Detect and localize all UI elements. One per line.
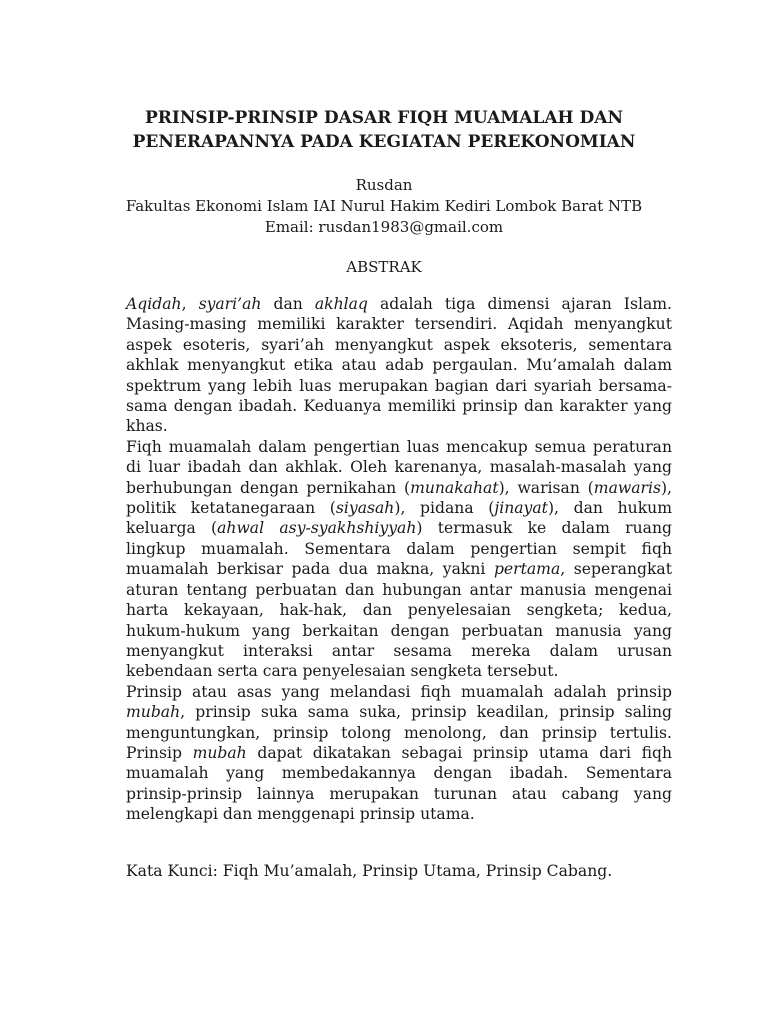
title-line-1: PRINSIP-PRINSIP DASAR FIQH MUAMALAH DAN bbox=[144, 108, 624, 128]
term-mawaris: mawaris bbox=[593, 478, 661, 497]
abstract-body bbox=[126, 294, 672, 825]
text-run: ), pidana ( bbox=[394, 499, 495, 518]
term-mubah: mubah bbox=[126, 703, 181, 722]
text-run: ) termasuk ke dalam ruang lingkup muamalah. Sementara dalam pengertian sempit fiqh muamalah berkisar pada dua makna, yakni bbox=[126, 519, 673, 579]
text-run: dan bbox=[261, 295, 315, 313]
text-run: , prinsip suka sama suka, prinsip keadilan, prinsip saling menguntungkan, prinsip tolong menolong, dan prinsip tertulis. Prinsip bbox=[126, 703, 672, 762]
term-ahwal: ahwal asy-syakhshiyyah bbox=[217, 519, 417, 538]
term-munakahat: munakahat bbox=[410, 478, 499, 497]
paper-title bbox=[40, 106, 728, 154]
author-affiliation: Fakultas Ekonomi Islam IAI Nurul Hakim Kediri Lombok Barat NTB bbox=[125, 197, 643, 215]
author-email: Email: rusdan1983@gmail.com bbox=[264, 218, 504, 236]
text-run: Fiqh muamalah dalam pengertian luas mencakup semua peraturan di luar ibadah dan akhlak. Oleh karenanya, masalah-masalah yang berhubungan dengan pernikahan ( bbox=[126, 437, 672, 497]
term-akhlaq: akhlaq bbox=[314, 295, 368, 313]
text-run: adalah tiga dimensi ajaran Islam. Masing-masing memiliki karakter tersendiri. Aqidah menyangkut aspek esoteris, syari’ah menyangkut aspek eksoteris, sementara akhlak menyangkut etika atau adab pergaulan. Mu’amalah dalam spektrum yang lebih luas merupakan bagian dari syariah bersama-sama dengan ibadah. Keduanya memiliki prinsip dan karakter yang khas. bbox=[126, 295, 672, 436]
text-run: , seperangkat aturan tentang perbuatan dan hubungan antar manusia mengenai harta kekayaan, hak-hak, dan penyelesaian sengketa; kedua, hukum-hukum yang berkaitan dengan perbuatan manusia yang menyangkut interaksi antar sesama mereka dalam urusan kebendaan serta cara penyelesaian sengketa tersebut. bbox=[126, 560, 672, 681]
text-run: ), warisan ( bbox=[498, 478, 594, 497]
term-siyasah: siyasah bbox=[335, 499, 395, 518]
abstract-heading: ABSTRAK bbox=[346, 258, 422, 276]
abstract-paragraph-2 bbox=[126, 437, 672, 682]
text-run: , bbox=[181, 295, 199, 313]
abstract-paragraph-1 bbox=[126, 294, 672, 437]
text-run: ), politik ketatanegaraan ( bbox=[126, 478, 673, 518]
term-aqidah: Aqidah bbox=[126, 295, 182, 313]
term-syariah: syari’ah bbox=[198, 295, 262, 313]
author-block bbox=[40, 175, 728, 238]
term-pertama: pertama bbox=[493, 560, 561, 579]
text-run: Prinsip atau asas yang melandasi fiqh muamalah adalah prinsip bbox=[126, 682, 672, 701]
author-name: Rusdan bbox=[355, 176, 413, 194]
keywords: Kata Kunci: Fiqh Mu’amalah, Prinsip Utama, Prinsip Cabang. bbox=[126, 862, 613, 880]
text-run: dapat dikatakan sebagai prinsip utama dari fiqh muamalah yang membedakannya dengan ibadah. Sementara prinsip-prinsip lainnya merupakan turunan atau cabang yang melengkapi dan menggenapi prinsip utama. bbox=[126, 743, 672, 824]
text-run: ), dan hukum keluarga ( bbox=[126, 499, 672, 538]
title-line-2: PENERAPANNYA PADA KEGIATAN PEREKONOMIAN bbox=[132, 132, 636, 152]
abstract-paragraph-3 bbox=[126, 682, 672, 825]
term-jinayat: jinayat bbox=[494, 499, 548, 518]
term-mubah: mubah bbox=[192, 743, 247, 762]
